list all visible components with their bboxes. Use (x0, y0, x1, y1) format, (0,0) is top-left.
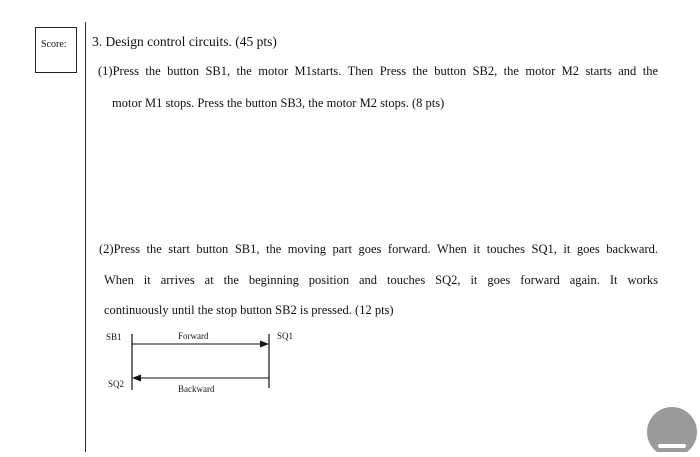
sq1-label: SQ1 (277, 331, 294, 341)
score-label: Score: (41, 39, 67, 50)
margin-divider (85, 22, 86, 452)
backward-label: Backward (178, 384, 215, 394)
forward-label: Forward (178, 331, 209, 341)
part1-line2: motor M1 stops. Press the button SB3, the motor M2 stops. (8 pts) (112, 96, 445, 110)
backward-arrowhead (132, 375, 141, 382)
question-title: 3. Design control circuits. (45 pts) (92, 34, 277, 49)
forward-arrowhead (260, 341, 269, 348)
part2-line3: continuously until the stop button SB2 is pressed. (12 pts) (104, 303, 394, 317)
help-button[interactable] (644, 404, 700, 452)
part2-line2: When it arrives at the beginning position and touches SQ2, it goes forward again. It works (104, 273, 658, 287)
part1-line1: (1)Press the button SB1, the motor M1starts. Then Press the button SB2, the motor M2 starts and the (98, 64, 658, 78)
motion-diagram (96, 322, 316, 402)
sb1-label: SB1 (106, 332, 122, 342)
sq2-label: SQ2 (108, 379, 125, 389)
part2-line1: (2)Press the start button SB1, the moving part goes forward. When it touches SQ1, it goes backward. (99, 242, 658, 256)
help-icon (644, 404, 700, 452)
score-box (35, 27, 77, 73)
